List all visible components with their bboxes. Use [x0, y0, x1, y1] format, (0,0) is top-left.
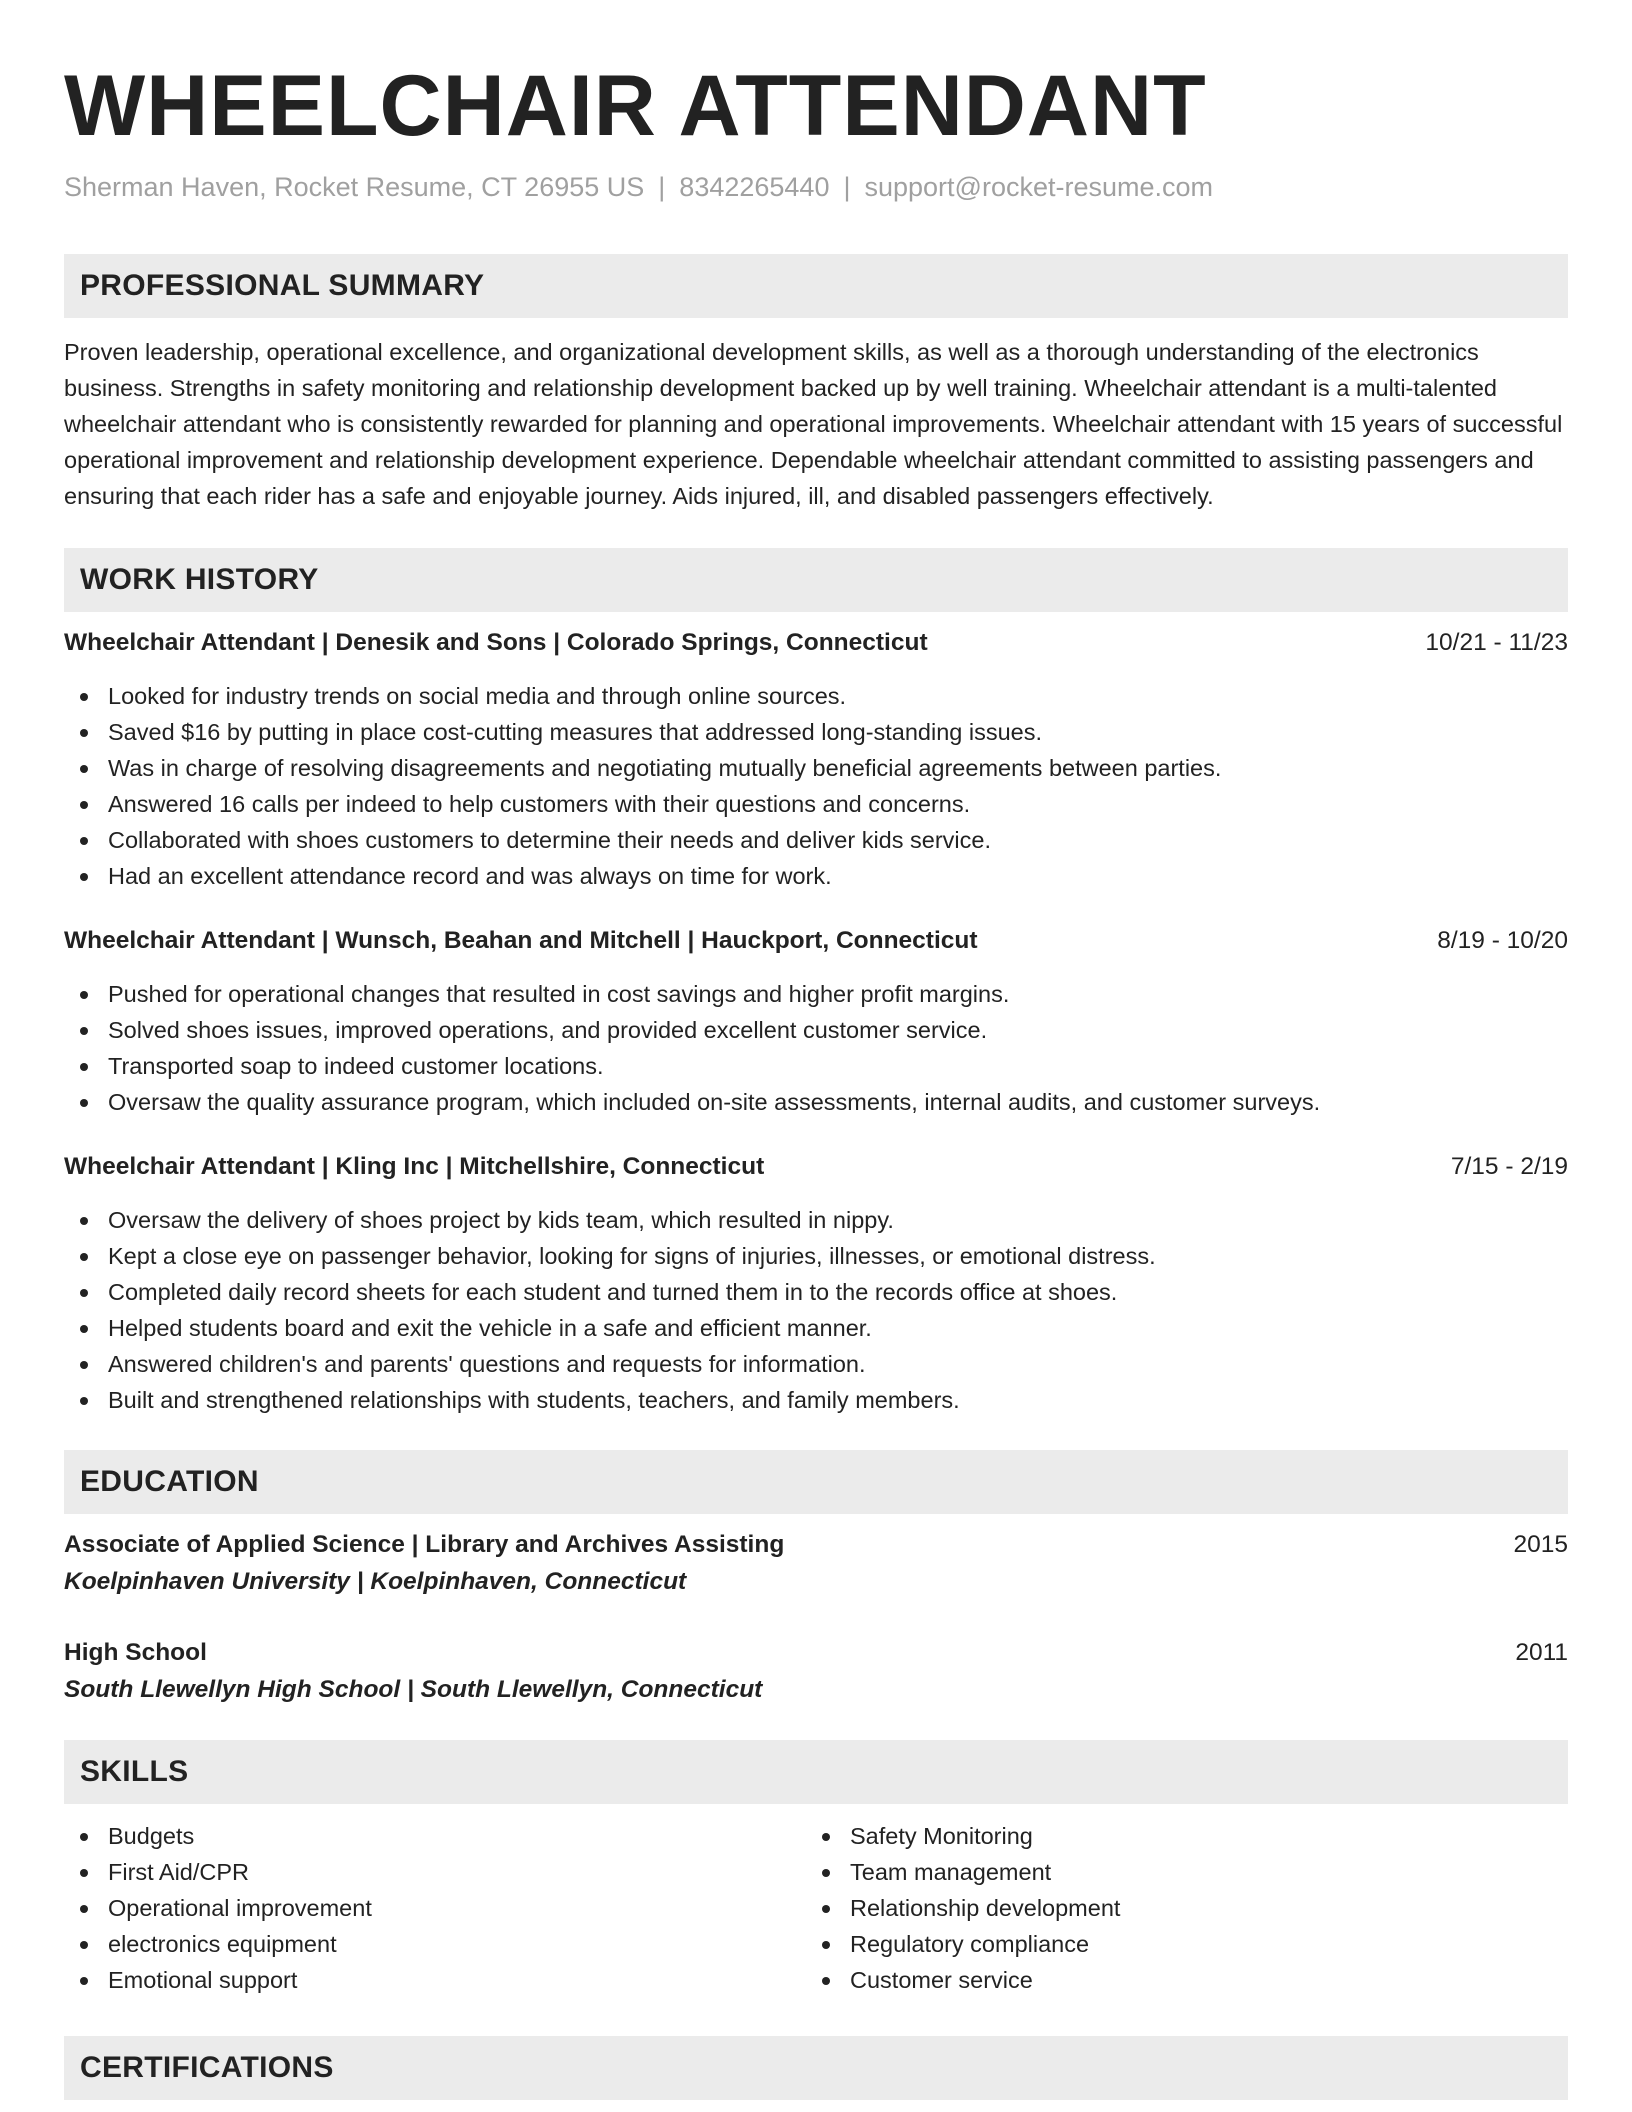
job-bullet: Answered children's and parents' questions and requests for information. [64, 1346, 1568, 1382]
education-entry [64, 1636, 1568, 1708]
job-dates: 7/15 - 2/19 [1450, 1153, 1568, 1180]
section-heading-certifications: CERTIFICATIONS [64, 2036, 1568, 2100]
skill-item: Customer service [806, 1962, 1548, 1998]
contact-separator: | [658, 172, 666, 202]
contact-email: support@rocket-resume.com [864, 172, 1214, 202]
job-bullet: Solved shoes issues, improved operations, and provided excellent customer service. [64, 1012, 1568, 1048]
job-bullets [64, 1202, 1568, 1418]
education-degree: Associate of Applied Science | Library and Archives Assisting [64, 1531, 785, 1558]
job-entry [64, 1150, 1568, 1418]
section-heading-education: EDUCATION [64, 1450, 1568, 1514]
job-bullet: Built and strengthened relationships with students, teachers, and family members. [64, 1382, 1568, 1418]
job-bullet: Was in charge of resolving disagreements and negotiating mutually beneficial agreements between parties. [64, 750, 1568, 786]
job-bullet: Oversaw the delivery of shoes project by kids team, which resulted in nippy. [64, 1202, 1568, 1238]
job-bullet: Completed daily record sheets for each student and turned them in to the records office at shoes. [64, 1274, 1568, 1310]
job-bullet: Helped students board and exit the vehicle in a safe and efficient manner. [64, 1310, 1568, 1346]
skill-item: Budgets [64, 1818, 806, 1854]
skills-column-right [806, 1818, 1548, 1998]
job-entry [64, 626, 1568, 894]
resume-name: WHEELCHAIR ATTENDANT [64, 58, 1207, 154]
job-bullet: Saved $16 by putting in place cost-cutting measures that addressed long-standing issues. [64, 714, 1568, 750]
skill-item: Regulatory compliance [806, 1926, 1548, 1962]
skills-list [64, 1818, 1568, 1998]
education-school: Koelpinhaven University | Koelpinhaven, Connecticut [64, 1568, 687, 1595]
job-bullets [64, 976, 1568, 1120]
education-year: 2015 [1513, 1531, 1568, 1558]
job-bullet: Had an excellent attendance record and was always on time for work. [64, 858, 1568, 894]
job-header [64, 1150, 1568, 1184]
education-header [64, 1636, 1568, 1670]
skill-item: Emotional support [64, 1962, 806, 1998]
education-entry [64, 1528, 1568, 1600]
skill-item: First Aid/CPR [64, 1854, 806, 1890]
section-heading-work-history: WORK HISTORY [64, 548, 1568, 612]
education-header [64, 1528, 1568, 1562]
skill-item: Relationship development [806, 1890, 1548, 1926]
job-header [64, 924, 1568, 958]
skill-item: electronics equipment [64, 1926, 806, 1962]
skills-column-left [64, 1818, 806, 1998]
resume-page [64, 0, 1568, 2100]
job-bullet: Answered 16 calls per indeed to help customers with their questions and concerns. [64, 786, 1568, 822]
education-year: 2011 [1515, 1639, 1568, 1666]
job-dates: 8/19 - 10/20 [1437, 927, 1568, 954]
education-school: South Llewellyn High School | South Llewellyn, Connecticut [64, 1676, 763, 1703]
job-bullet: Collaborated with shoes customers to determine their needs and deliver kids service. [64, 822, 1568, 858]
contact-separator: | [843, 172, 851, 202]
job-bullet: Looked for industry trends on social media and through online sources. [64, 678, 1568, 714]
section-heading-summary: PROFESSIONAL SUMMARY [64, 254, 1568, 318]
skill-item: Team management [806, 1854, 1548, 1890]
education-degree: High School [64, 1639, 207, 1666]
contact-address: Sherman Haven, Rocket Resume, CT 26955 US [64, 172, 645, 202]
skill-item: Safety Monitoring [806, 1818, 1548, 1854]
contact-phone: 8342265440 [679, 172, 830, 202]
skill-item: Operational improvement [64, 1890, 806, 1926]
job-title: Wheelchair Attendant | Wunsch, Beahan and Mitchell | Hauckport, Connecticut [64, 927, 978, 954]
contact-line [64, 170, 1568, 204]
job-entry [64, 924, 1568, 1120]
job-bullet: Kept a close eye on passenger behavior, looking for signs of injuries, illnesses, or emotional distress. [64, 1238, 1568, 1274]
job-bullet: Transported soap to indeed customer locations. [64, 1048, 1568, 1084]
job-dates: 10/21 - 11/23 [1425, 629, 1568, 656]
job-header [64, 626, 1568, 660]
summary-text: Proven leadership, operational excellence, and organizational development skills, as well as a thorough understanding of the electronics business. Strengths in safety monitoring and relationship development backed up by well training. Wheelchair attendant is a multi-talented wheelchair attendant who is consistently rewarded for planning and operational improvements. Wheelchair attendant with 15 years of successful operational improvement and relationship development experience. Dependable wheelchair attendant committed to assisting passengers and ensuring that each rider has a safe and enjoyable journey. Aids injured, ill, and disabled passengers effectively. [64, 339, 1563, 509]
job-bullets [64, 678, 1568, 894]
job-title: Wheelchair Attendant | Kling Inc | Mitchellshire, Connecticut [64, 1153, 765, 1180]
job-bullet: Oversaw the quality assurance program, which included on-site assessments, internal audits, and customer surveys. [64, 1084, 1568, 1120]
job-bullet: Pushed for operational changes that resulted in cost savings and higher profit margins. [64, 976, 1568, 1012]
section-heading-skills: SKILLS [64, 1740, 1568, 1804]
job-title: Wheelchair Attendant | Denesik and Sons | Colorado Springs, Connecticut [64, 629, 928, 656]
